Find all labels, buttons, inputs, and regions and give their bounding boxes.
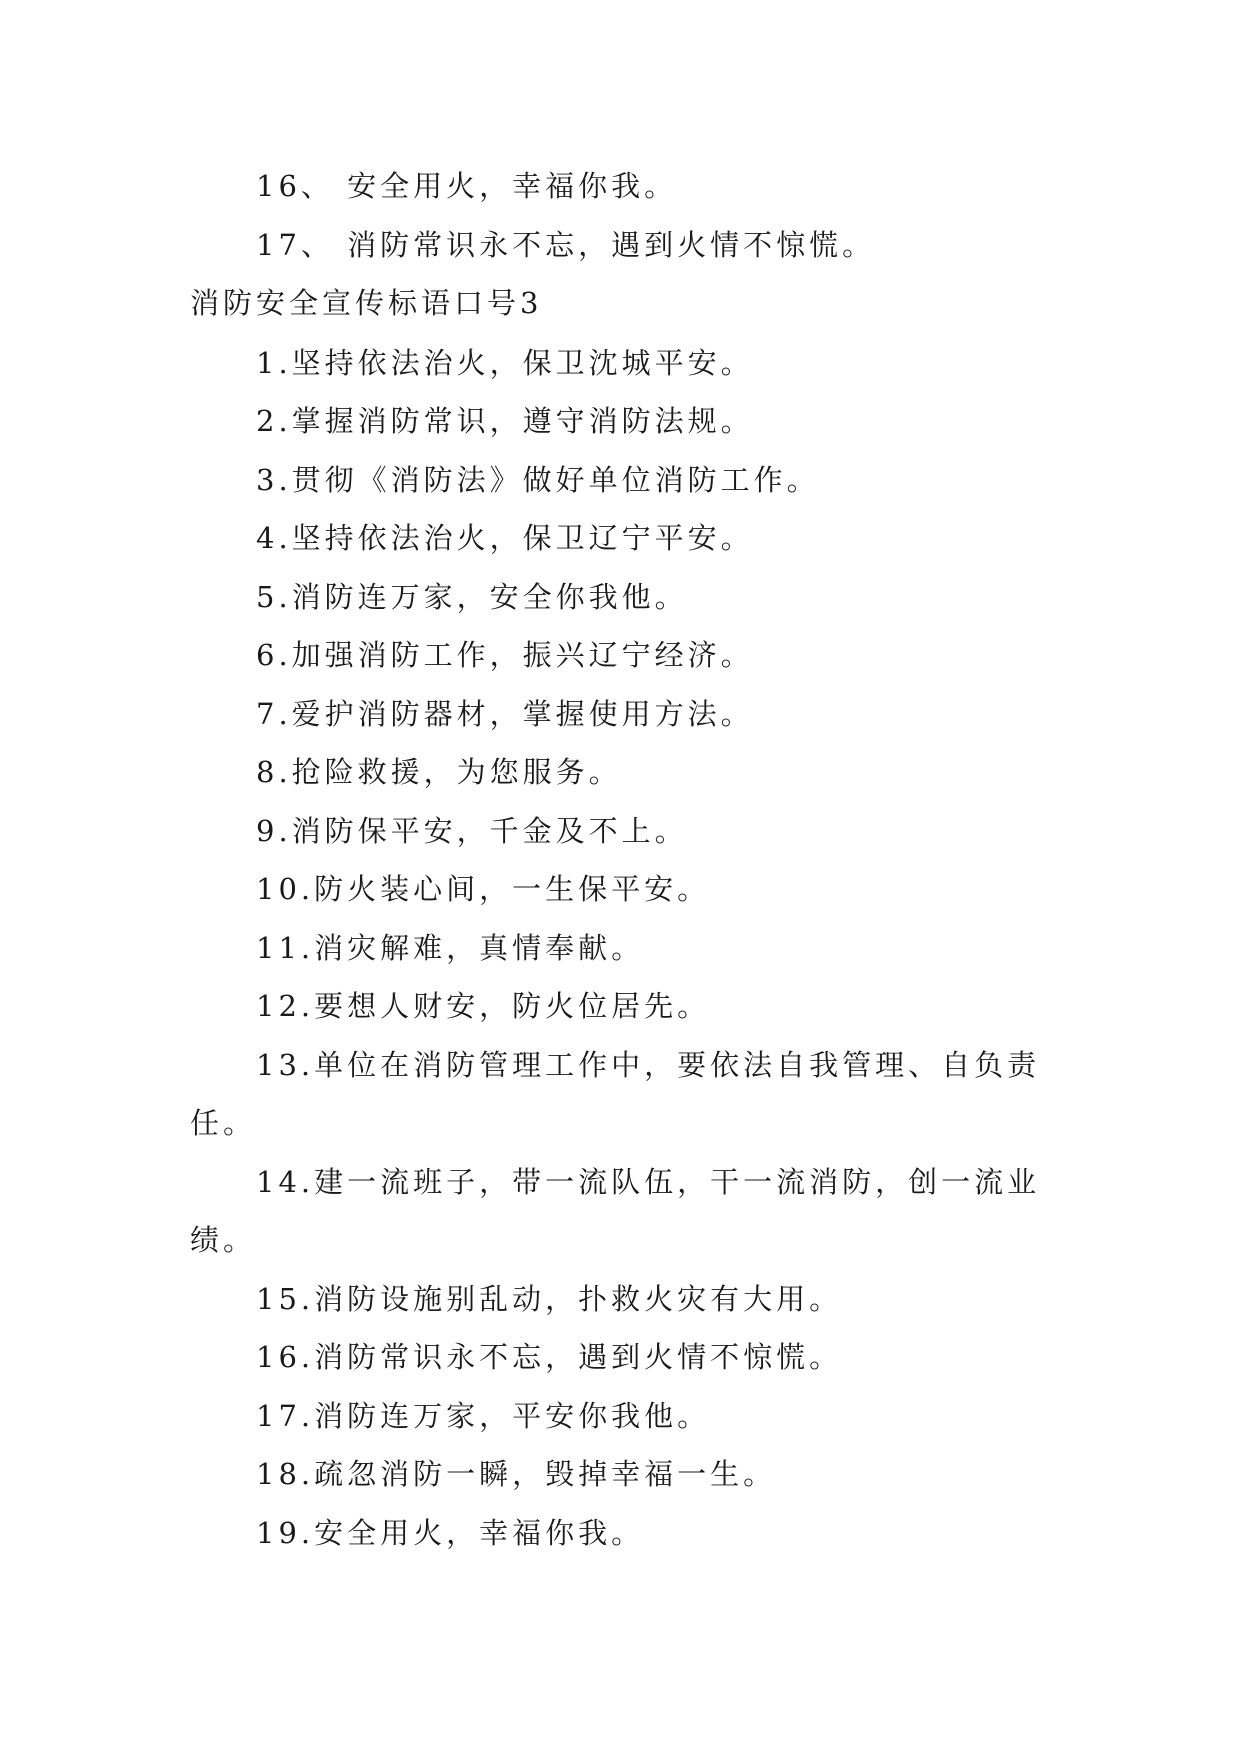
slogan-6: 6.加强消防工作，振兴辽宁经济。	[256, 638, 754, 672]
slogan-17-prev: 17、 消防常识永不忘，遇到火情不惊慌。	[256, 228, 876, 262]
slogan-17: 17.消防连万家，平安你我他。	[256, 1399, 711, 1433]
slogan-14-line1: 14.建一流班子，带一流队伍，干一流消防，创一流业	[256, 1165, 1041, 1199]
slogan-1: 1.坚持依法治火，保卫沈城平安。	[256, 346, 754, 380]
slogan-2: 2.掌握消防常识，遵守消防法规。	[256, 404, 754, 438]
slogan-16: 16.消防常识永不忘，遇到火情不惊慌。	[256, 1340, 843, 1374]
slogan-5: 5.消防连万家，安全你我他。	[256, 580, 688, 614]
slogan-18: 18.疏忽消防一瞬，毁掉幸福一生。	[256, 1457, 777, 1491]
slogan-3: 3.贯彻《消防法》做好单位消防工作。	[256, 463, 820, 497]
slogan-13-line1: 13.单位在消防管理工作中，要依法自我管理、自负责	[256, 1048, 1041, 1082]
slogan-8: 8.抢险救援，为您服务。	[256, 755, 622, 789]
slogan-9: 9.消防保平安，千金及不上。	[256, 814, 688, 848]
slogan-19: 19.安全用火，幸福你我。	[256, 1516, 645, 1550]
slogan-15: 15.消防设施别乱动，扑救火灾有大用。	[256, 1282, 843, 1316]
slogan-16-prev: 16、 安全用火，幸福你我。	[256, 169, 678, 203]
slogan-12: 12.要想人财安，防火位居先。	[256, 989, 711, 1023]
section-title: 消防安全宣传标语口号3	[190, 286, 543, 320]
slogan-11: 11.消灾解难，真情奉献。	[256, 931, 645, 965]
slogan-13-line2: 任。	[190, 1106, 257, 1140]
slogan-10: 10.防火装心间，一生保平安。	[256, 872, 711, 906]
slogan-14-line2: 绩。	[190, 1223, 257, 1257]
slogan-7: 7.爱护消防器材，掌握使用方法。	[256, 697, 754, 731]
slogan-4: 4.坚持依法治火，保卫辽宁平安。	[256, 521, 754, 555]
